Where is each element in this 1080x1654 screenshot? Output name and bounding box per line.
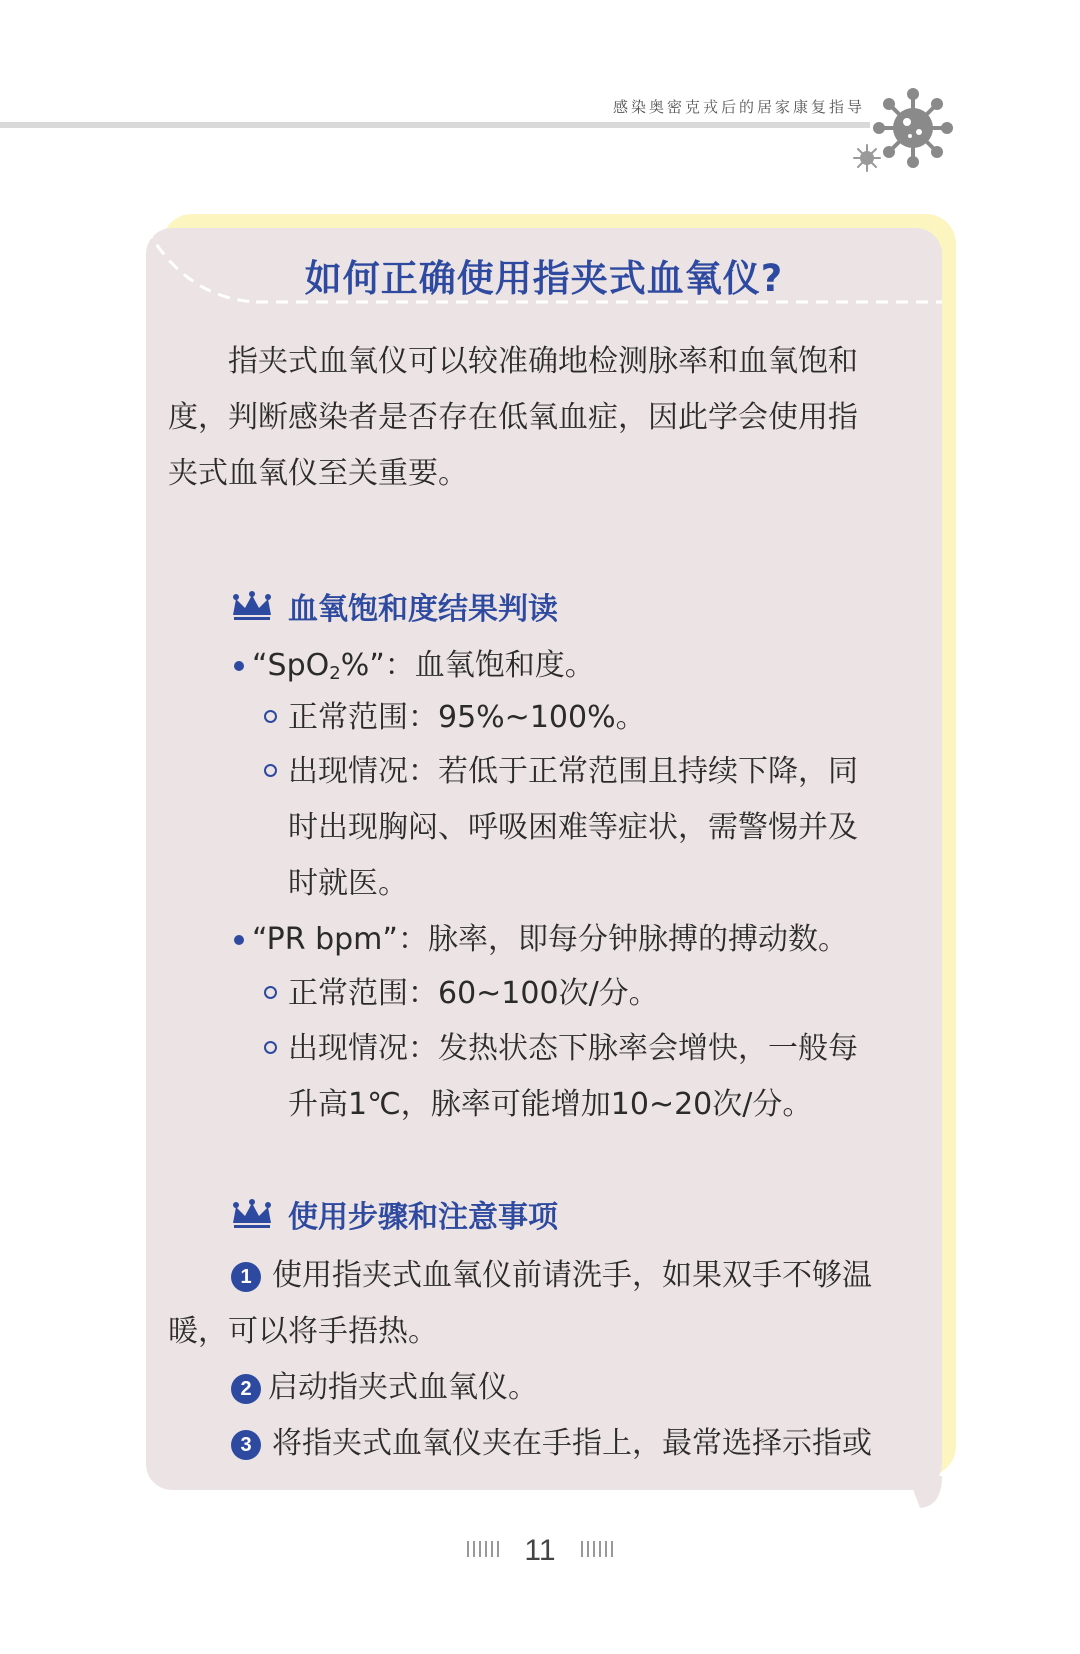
step-number-3: 3 [231, 1430, 261, 1460]
intro-line-1: 指夹式血氧仪可以较准确地检测脉率和血氧饱和 [228, 344, 858, 379]
page-number: 11 [524, 1534, 556, 1567]
spo2-situation-line-2: 时出现胸闷、呼吸困难等症状，需警惕并及 [288, 810, 858, 845]
intro-line-3: 夹式血氧仪至关重要。 [168, 456, 468, 491]
sub-bullet-ring [264, 986, 277, 999]
spo2-situation-line-3: 时就医。 [288, 866, 408, 901]
step-1-line-1: 使用指夹式血氧仪前请洗手，如果双手不够温 [272, 1258, 872, 1293]
section-heading-label: 使用步骤和注意事项 [288, 1200, 558, 1235]
virus-icon [873, 88, 953, 168]
pr-normal-range: 正常范围：60~100次/分。 [288, 976, 659, 1011]
section-heading-steps [230, 1194, 558, 1234]
pr-situation-line-2: 升高1℃，脉率可能增加10~20次/分。 [288, 1087, 813, 1122]
bullet-dot [234, 661, 244, 671]
spo2-situation-line-1: 出现情况：若低于正常范围且持续下降，同 [288, 754, 858, 789]
pr-situation-line-1: 出现情况：发热状态下脉率会增快，一般每 [288, 1031, 858, 1066]
step-number-2: 2 [231, 1374, 261, 1404]
crown-icon [230, 591, 274, 621]
step-2-line-1: 启动指夹式血氧仪。 [268, 1370, 538, 1405]
section-heading-label: 血氧饱和度结果判读 [288, 592, 558, 627]
sub-bullet-ring [264, 710, 277, 723]
intro-line-2: 度，判断感染者是否存在低氧血症，因此学会使用指 [168, 400, 858, 435]
footer-bars-right [579, 1541, 615, 1561]
step-1-line-2: 暖，可以将手捂热。 [168, 1314, 438, 1349]
step-number-1: 1 [231, 1262, 261, 1292]
running-header: 感染奥密克戎后的居家康复指导 [612, 98, 865, 116]
sub-bullet-ring [264, 764, 277, 777]
spo2-label: “SpO$_2$%”：血氧饱和度。 [252, 648, 595, 684]
card-tail [908, 1476, 948, 1516]
crown-icon [230, 1199, 274, 1229]
page-footer [0, 1534, 1080, 1568]
header-rule [0, 122, 870, 128]
sub-bullet-ring [264, 1041, 277, 1054]
card-title: 如何正确使用指夹式血氧仪? [304, 257, 784, 300]
step-3-line-1: 将指夹式血氧仪夹在手指上，最常选择示指或 [272, 1426, 872, 1461]
section-heading-readings [230, 586, 558, 626]
small-virus-icon [852, 143, 882, 173]
bullet-dot [234, 935, 244, 945]
pr-label: “PR bpm”：脉率，即每分钟脉搏的搏动数。 [252, 922, 848, 957]
spo2-normal-range: 正常范围：95%~100%。 [288, 700, 646, 735]
footer-bars-left [465, 1541, 501, 1561]
